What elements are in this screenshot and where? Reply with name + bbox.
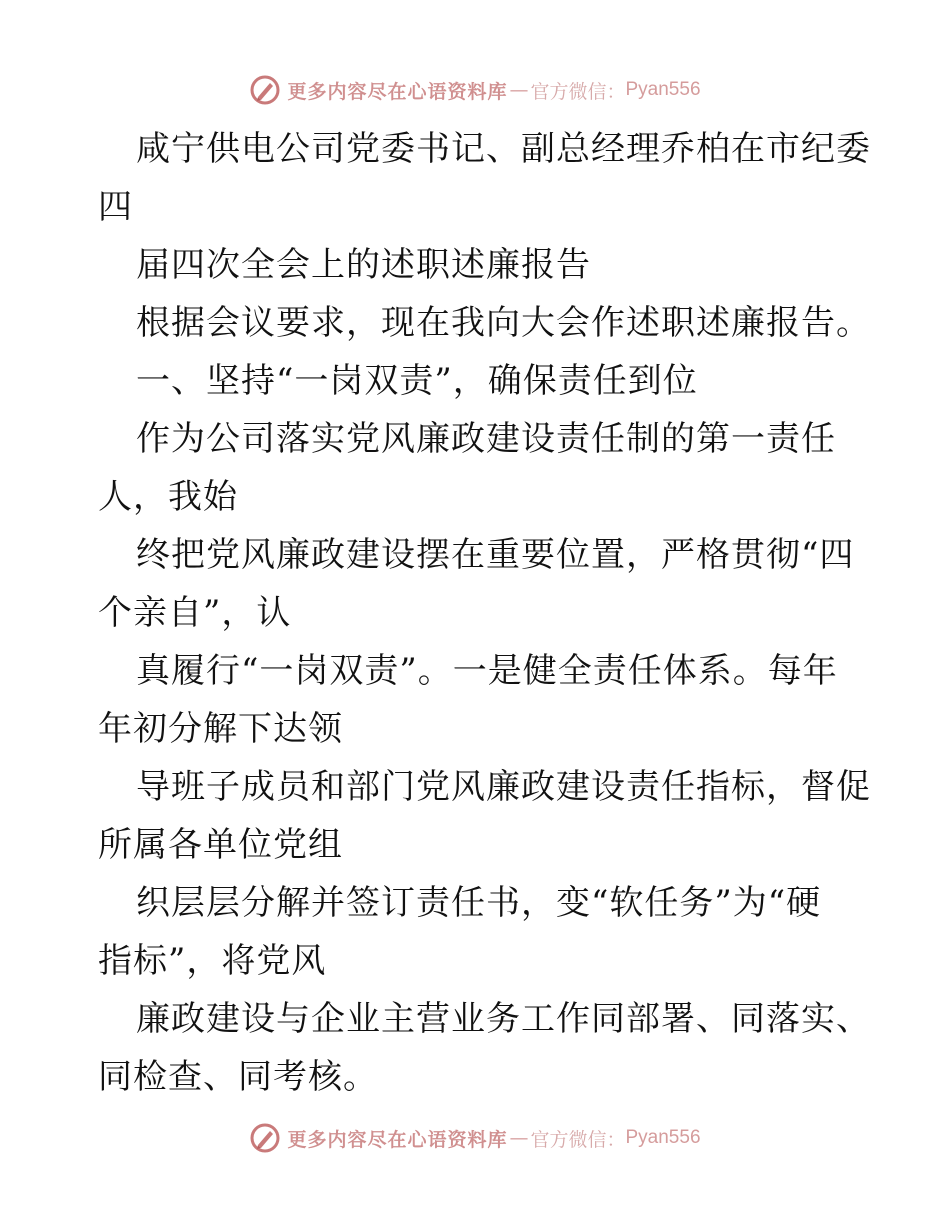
pen-logo-icon <box>249 74 281 106</box>
watermark-footer <box>0 1118 950 1158</box>
doc-line: 个亲自”，认 <box>98 593 292 633</box>
watermark-main-text: 更多内容尽在心语资料库 <box>287 1128 508 1151</box>
doc-line: 根据会议要求，现在我向大会作述职述廉报告。 <box>136 303 871 343</box>
doc-line: 人，我始 <box>98 477 238 517</box>
watermark-sub-text: 官方微信： <box>530 1128 626 1151</box>
doc-line: 同检查、同考核。 <box>98 1057 378 1097</box>
watermark-separator: — <box>509 79 529 101</box>
doc-line: 四 <box>98 187 133 227</box>
doc-line: 作为公司落实党风廉政建设责任制的第一责任 <box>136 419 836 459</box>
doc-line: 织层层分解并签订责任书，变“软任务”为“硬 <box>136 883 822 923</box>
watermark-sub-text: 官方微信： <box>530 80 626 103</box>
document-body <box>98 120 871 1106</box>
watermark-wechat-id: Pyan556 <box>625 1127 701 1148</box>
doc-line: 所属各单位党组 <box>98 825 343 865</box>
doc-line: 导班子成员和部门党风廉政建设责任指标，督促 <box>136 767 871 807</box>
doc-line: 指标”，将党风 <box>98 941 327 981</box>
pen-logo-icon <box>249 1122 281 1154</box>
watermark-separator: — <box>509 1127 529 1149</box>
doc-line: 终把党风廉政建设摆在重要位置，严格贯彻“四 <box>136 535 855 575</box>
doc-line: 一、坚持“一岗双责”，确保责任到位 <box>136 361 698 401</box>
watermark-header <box>0 70 950 110</box>
watermark-main-text: 更多内容尽在心语资料库 <box>287 80 508 103</box>
doc-line: 年初分解下达领 <box>98 709 343 749</box>
doc-line: 届四次全会上的述职述廉报告 <box>136 245 591 285</box>
doc-line: 廉政建设与企业主营业务工作同部署、同落实、 <box>136 999 871 1039</box>
doc-line: 咸宁供电公司党委书记、副总经理乔柏在市纪委 <box>136 129 871 169</box>
doc-line: 真履行“一岗双责”。一是健全责任体系。每年 <box>136 651 838 691</box>
watermark-wechat-id: Pyan556 <box>625 79 701 100</box>
